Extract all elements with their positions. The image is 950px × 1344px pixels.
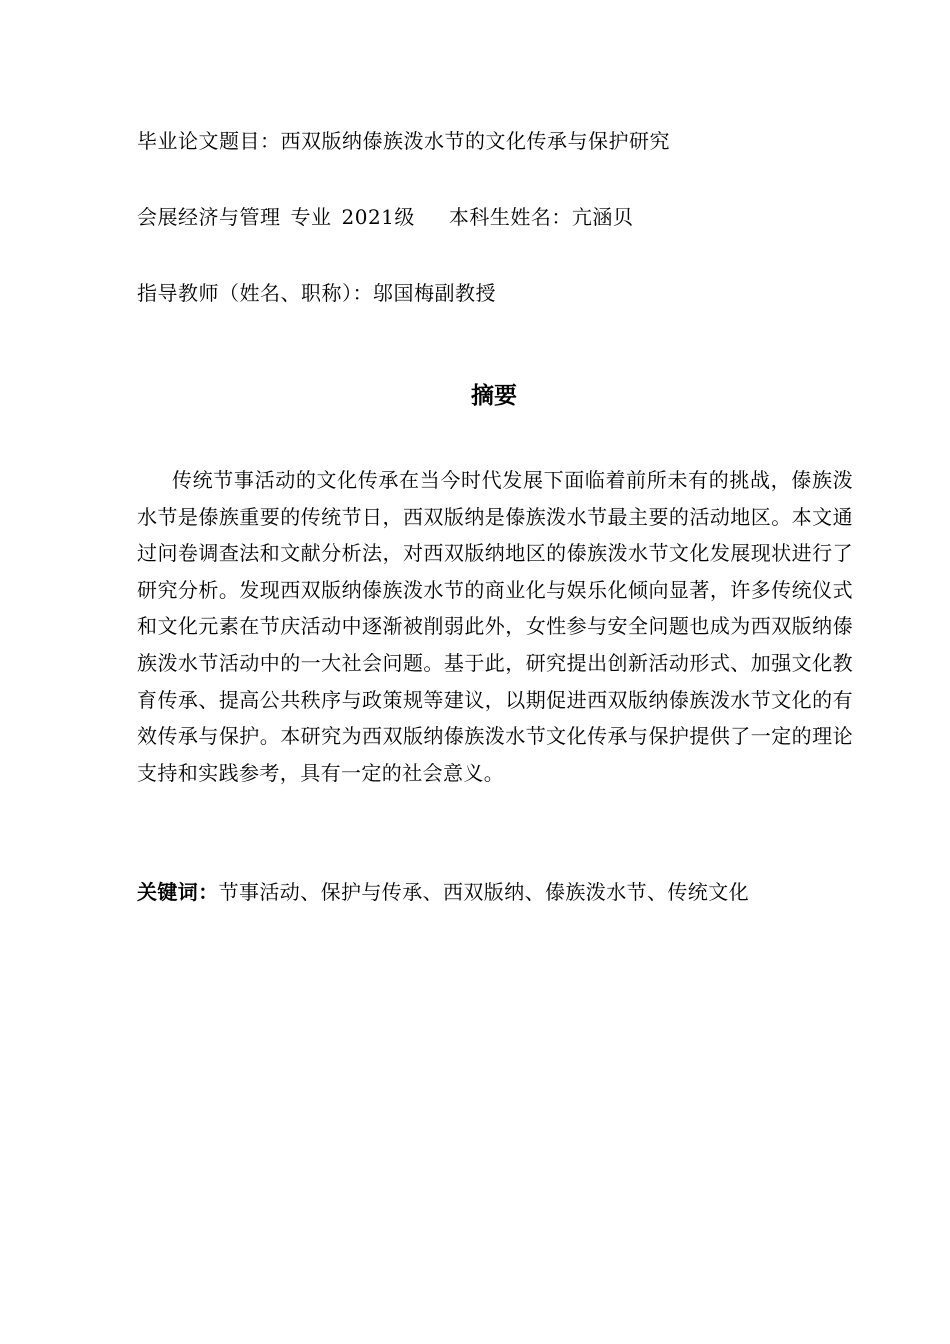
abstract-body: 传统节事活动的文化传承在当今时代发展下面临着前所未有的挑战，傣族泼水节是傣族重要的传统节日，西双版纳是傣族泼水节最主要的活动地区。本文通过问卷调查法和文献分析法，对西双版纳地区的傣族泼水节文化发展现状进行了研究分析。发现西双版纳傣族泼水节的商业化与娱乐化倾向显著，许多传统仪式和文化元素在节庆活动中逐渐被削弱此外，女性参与安全问题也成为西双版纳傣族泼水节活动中的一大社会问题。基于此，研究提出创新活动形式、加强文化教育传承、提高公共秩序与政策规等建议，以期促进西双版纳傣族泼水节文化的有效传承与保护。本研究为西双版纳傣族泼水节文化传承与保护提供了一定的理论支持和实践参考，具有一定的社会意义。 [137, 468, 853, 785]
major-suffix: 专业 [290, 205, 332, 229]
keywords-label: 关键词： [137, 880, 219, 904]
student-info-line [137, 203, 633, 231]
keywords-line [137, 876, 749, 908]
student-name: 亢涵贝 [571, 205, 634, 229]
advisor-label: 指导教师（姓名、职称）： [137, 281, 373, 305]
thesis-title-label: 毕业论文题目： [137, 129, 281, 153]
advisor-value: 邬国梅副教授 [373, 281, 496, 305]
major-name: 会展经济与管理 [137, 205, 281, 229]
advisor-line [137, 279, 496, 307]
thesis-title-value: 西双版纳傣族泼水节的文化传承与保护研究 [280, 129, 670, 153]
keywords-value: 节事活动、保护与传承、西双版纳、傣族泼水节、传统文化 [218, 880, 750, 904]
student-label: 本科生姓名： [448, 205, 572, 229]
thesis-title-line [137, 127, 670, 155]
abstract-heading: 摘要 [471, 383, 517, 409]
grade: 2021级 [341, 205, 415, 229]
